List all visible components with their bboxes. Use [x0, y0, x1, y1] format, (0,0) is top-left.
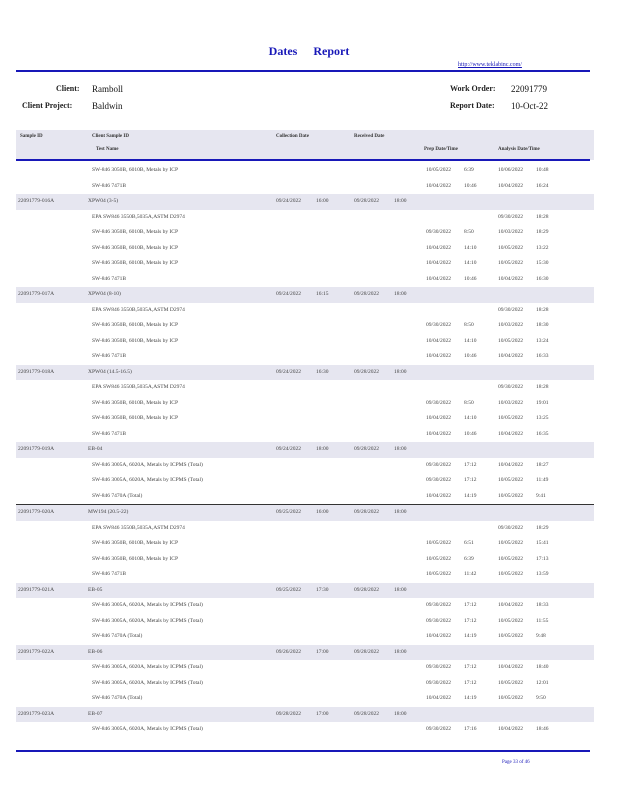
cell-an-time: 18:28 [536, 306, 549, 313]
test-row [16, 629, 594, 645]
cell-an-date: 10/05/2022 [498, 633, 524, 639]
cell-an-date: 10/03/2022 [498, 229, 524, 235]
cell-prep-date: 09/30/2022 [426, 602, 452, 608]
cell-recv-date: 09/28/2022 [354, 291, 380, 297]
cell-client-id: XPW04 (14.5-16.5) [88, 368, 132, 375]
cell-id: 22091779-021A [18, 586, 55, 593]
cell-prep-time: 10:46 [464, 182, 477, 189]
cell-prep-time: 17:12 [464, 461, 477, 468]
cell-name: SW-846 3050B, 6010B, Metals by ICP [92, 167, 179, 173]
cell-an-date: 10/04/2022 [498, 275, 524, 282]
test-row [16, 676, 594, 692]
cell-prep-date: 10/05/2022 [426, 540, 452, 546]
cell-an-date: 10/05/2022 [498, 337, 524, 344]
cell-recv-time: 18:00 [394, 368, 407, 375]
cell-id: 22091779-017A [18, 291, 55, 297]
test-row [16, 660, 594, 676]
col-test-name: Test Name [96, 147, 119, 152]
cell-name: SW-846 3005A, 6020A, Metals by ICPMS (Total) [92, 477, 203, 483]
cell-an-date: 10/06/2022 [498, 167, 524, 173]
cell-an-time: 13:24 [536, 337, 549, 344]
sample-row [16, 707, 594, 723]
cell-coll-time: 16:00 [316, 509, 329, 515]
test-row [16, 722, 594, 738]
cell-an-date: 10/03/2022 [498, 322, 524, 328]
cell-coll-time: 18:00 [316, 446, 329, 452]
cell-prep-date: 10/05/2022 [426, 571, 452, 577]
cell-an-time: 9:48 [536, 633, 546, 639]
header-divider [16, 159, 590, 161]
top-divider [16, 70, 590, 72]
cell-an-time: 16:30 [536, 275, 549, 282]
cell-prep-time: 14:10 [464, 337, 477, 344]
cell-prep-time: 17:12 [464, 679, 477, 686]
cell-an-date: 10/05/2022 [498, 244, 524, 251]
cell-prep-date: 10/04/2022 [426, 244, 452, 251]
cell-id: 22091779-016A [18, 198, 55, 204]
cell-prep-date: 09/30/2022 [426, 399, 452, 406]
results-table [16, 163, 594, 738]
cell-name: SW-846 3050B, 6010B, Metals by ICP [92, 540, 179, 546]
cell-prep-date: 09/30/2022 [426, 679, 452, 686]
cell-coll-date: 09/26/2022 [276, 648, 302, 655]
cell-an-time: 17:13 [536, 555, 549, 562]
cell-name: EPA SW846 3550B,5035A,ASTM D2974 [92, 213, 185, 220]
test-row [16, 241, 594, 257]
cell-prep-date: 09/30/2022 [426, 461, 452, 468]
cell-an-time: 18:28 [536, 213, 549, 220]
cell-an-date: 10/04/2022 [498, 353, 524, 359]
cell-recv-time: 18:00 [394, 586, 407, 593]
col-sample-id: Sample ID [20, 134, 43, 139]
cell-prep-date: 10/04/2022 [426, 275, 452, 282]
report-date-label: Report Date: [450, 101, 495, 110]
cell-recv-time: 18:00 [394, 648, 407, 655]
cell-recv-time: 18:00 [394, 509, 407, 515]
cell-name: SW-846 3050B, 6010B, Metals by ICP [92, 260, 179, 266]
cell-an-time: 18:28 [536, 384, 549, 390]
test-row [16, 163, 594, 179]
cell-an-date: 10/05/2022 [498, 415, 524, 421]
cell-coll-date: 09/24/2022 [276, 291, 302, 297]
cell-client-id: XPW04 (3-5) [88, 198, 119, 204]
cell-prep-time: 10:46 [464, 430, 477, 437]
cell-coll-date: 09/25/2022 [276, 509, 302, 515]
test-row [16, 567, 594, 583]
cell-an-time: 19:01 [536, 399, 549, 406]
cell-an-date: 10/05/2022 [498, 477, 524, 483]
cell-recv-time: 18:00 [394, 710, 407, 717]
cell-prep-time: 17:12 [464, 664, 477, 670]
cell-recv-time: 18:00 [394, 291, 407, 297]
cell-recv-date: 09/28/2022 [354, 509, 380, 515]
cell-name: SW-846 7470A (Total) [92, 633, 143, 639]
cell-recv-date: 09/28/2022 [354, 198, 380, 204]
test-row [16, 318, 594, 334]
lab-website-link[interactable]: http://www.teklabinc.com/ [458, 62, 522, 68]
cell-prep-date: 10/04/2022 [426, 353, 452, 359]
cell-coll-time: 17:00 [316, 648, 329, 655]
test-row [16, 272, 594, 288]
cell-recv-date: 09/28/2022 [354, 368, 380, 375]
cell-an-date: 10/05/2022 [498, 492, 524, 499]
cell-client-id: MW194 (20.5-22) [88, 509, 129, 515]
test-row [16, 458, 594, 474]
cell-recv-time: 18:00 [394, 198, 407, 204]
test-row [16, 349, 594, 365]
cell-an-date: 10/05/2022 [498, 695, 524, 701]
cell-an-time: 18:46 [536, 726, 549, 732]
sample-row [16, 442, 594, 458]
cell-coll-date: 09/24/2022 [276, 368, 302, 375]
cell-client-id: EB-04 [88, 446, 103, 452]
cell-an-time: 9:50 [536, 695, 546, 701]
test-row [16, 614, 594, 630]
cell-prep-date: 09/30/2022 [426, 664, 452, 670]
test-row [16, 179, 594, 195]
cell-an-time: 11:49 [536, 477, 549, 483]
cell-name: SW-846 3005A, 6020A, Metals by ICPMS (Total) [92, 726, 203, 732]
cell-prep-time: 8:50 [464, 229, 474, 235]
test-row [16, 256, 594, 272]
cell-an-date: 10/04/2022 [498, 602, 524, 608]
cell-an-time: 16:33 [536, 353, 549, 359]
cell-an-date: 10/05/2022 [498, 679, 524, 686]
test-row [16, 552, 594, 568]
cell-prep-time: 6:51 [464, 540, 474, 546]
cell-prep-time: 8:50 [464, 322, 474, 328]
test-row [16, 411, 594, 427]
cell-client-id: XPW04 (8-10) [88, 291, 121, 297]
cell-an-date: 09/30/2022 [498, 306, 524, 313]
cell-client-id: EB-07 [88, 710, 103, 717]
project-label: Client Project: [22, 101, 73, 110]
cell-an-time: 12:01 [536, 679, 549, 686]
cell-prep-date: 10/05/2022 [426, 167, 452, 173]
cell-id: 22091779-019A [18, 446, 55, 452]
cell-name: SW-846 3005A, 6020A, Metals by ICPMS (Total) [92, 679, 203, 686]
sample-row [16, 645, 594, 661]
cell-name: SW-846 3005A, 6020A, Metals by ICPMS (Total) [92, 664, 203, 670]
cell-name: SW-846 3050B, 6010B, Metals by ICP [92, 415, 179, 421]
cell-an-date: 10/03/2022 [498, 399, 524, 406]
test-row [16, 536, 594, 552]
cell-prep-time: 14:19 [464, 633, 477, 639]
report-date-value: 10-Oct-22 [511, 101, 548, 111]
cell-prep-time: 14:10 [464, 244, 477, 251]
test-row [16, 334, 594, 350]
bottom-divider [16, 750, 590, 752]
col-client-sample-id: Client Sample ID [92, 134, 129, 139]
cell-name: SW-846 7471B [92, 430, 127, 437]
test-row [16, 489, 594, 505]
cell-name: SW-846 3005A, 6020A, Metals by ICPMS (Total) [92, 461, 203, 468]
cell-prep-time: 10:46 [464, 353, 477, 359]
cell-an-time: 13:59 [536, 571, 549, 577]
cell-recv-date: 09/28/2022 [354, 648, 380, 655]
cell-an-time: 16:35 [536, 430, 549, 437]
cell-coll-time: 17:00 [316, 710, 329, 717]
sample-row [16, 365, 594, 381]
cell-prep-time: 14:10 [464, 260, 477, 266]
cell-an-time: 9:41 [536, 492, 546, 499]
cell-prep-date: 10/04/2022 [426, 260, 452, 266]
cell-prep-date: 10/04/2022 [426, 415, 452, 421]
cell-recv-time: 18:00 [394, 446, 407, 452]
cell-name: SW-846 3050B, 6010B, Metals by ICP [92, 322, 179, 328]
cell-an-time: 13:25 [536, 415, 549, 421]
cell-name: SW-846 7471B [92, 353, 127, 359]
cell-recv-date: 09/28/2022 [354, 710, 380, 717]
cell-prep-time: 6:39 [464, 167, 474, 173]
cell-prep-time: 8:50 [464, 399, 474, 406]
cell-name: SW-846 3050B, 6010B, Metals by ICP [92, 229, 179, 235]
cell-id: 22091779-020A [18, 509, 55, 515]
cell-prep-date: 10/05/2022 [426, 555, 452, 562]
cell-id: 22091779-022A [18, 648, 55, 655]
cell-an-date: 10/05/2022 [498, 571, 524, 577]
cell-an-date: 09/30/2022 [498, 524, 524, 531]
cell-prep-date: 10/04/2022 [426, 182, 452, 189]
col-prep-datetime: Prep Date/Time [424, 147, 458, 152]
cell-prep-date: 10/04/2022 [426, 695, 452, 701]
cell-prep-date: 10/04/2022 [426, 633, 452, 639]
cell-prep-time: 14:19 [464, 695, 477, 701]
cell-name: EPA SW846 3550B,5035A,ASTM D2974 [92, 524, 185, 531]
test-row [16, 521, 594, 537]
cell-prep-time: 11:42 [464, 571, 477, 577]
cell-an-time: 18:27 [536, 461, 549, 468]
col-collection-date: Collection Date [276, 134, 309, 139]
cell-id: 22091779-023A [18, 710, 55, 717]
cell-prep-date: 09/30/2022 [426, 477, 452, 483]
cell-prep-date: 10/04/2022 [426, 337, 452, 344]
work-order-value: 22091779 [511, 84, 547, 94]
cell-recv-date: 09/28/2022 [354, 586, 380, 593]
page-number: Page 33 of 46 [502, 760, 530, 765]
cell-an-time: 15:41 [536, 540, 549, 546]
cell-name: EPA SW846 3550B,5035A,ASTM D2974 [92, 306, 185, 313]
cell-prep-time: 6:39 [464, 555, 474, 562]
cell-an-date: 10/04/2022 [498, 726, 524, 732]
client-label: Client: [56, 84, 80, 93]
test-row [16, 473, 594, 489]
cell-an-time: 18:40 [536, 664, 549, 670]
report-title [0, 44, 618, 59]
cell-name: SW-846 3050B, 6010B, Metals by ICP [92, 555, 179, 562]
cell-coll-date: 09/28/2022 [276, 710, 302, 717]
cell-an-date: 10/04/2022 [498, 664, 524, 670]
cell-an-time: 18:33 [536, 602, 549, 608]
cell-an-date: 10/04/2022 [498, 182, 524, 189]
cell-prep-date: 09/30/2022 [426, 322, 452, 328]
cell-coll-time: 17:30 [316, 586, 329, 593]
cell-an-time: 13:22 [536, 244, 549, 251]
cell-name: SW-846 3005A, 6020A, Metals by ICPMS (Total) [92, 602, 203, 608]
test-row [16, 225, 594, 241]
cell-an-time: 18:29 [536, 524, 549, 531]
cell-prep-time: 17:12 [464, 602, 477, 608]
cell-an-time: 18:30 [536, 322, 549, 328]
cell-recv-date: 09/28/2022 [354, 446, 380, 452]
sample-row [16, 287, 594, 303]
test-row [16, 691, 594, 707]
cell-coll-date: 09/24/2022 [276, 446, 302, 452]
cell-prep-time: 10:46 [464, 275, 477, 282]
report-title-word: Dates [268, 44, 298, 58]
cell-client-id: EB-06 [88, 648, 103, 655]
cell-name: EPA SW846 3550B,5035A,ASTM D2974 [92, 384, 185, 390]
cell-coll-time: 16:30 [316, 368, 329, 375]
col-analysis-datetime: Analysis Date/Time [498, 147, 540, 152]
test-row [16, 598, 594, 614]
cell-name: SW-846 7470A (Total) [92, 695, 143, 701]
cell-name: SW-846 7471B [92, 275, 127, 282]
cell-an-time: 16:24 [536, 182, 549, 189]
cell-coll-time: 16:00 [316, 198, 329, 204]
cell-prep-date: 09/30/2022 [426, 229, 452, 235]
cell-id: 22091779-018A [18, 368, 55, 375]
cell-coll-date: 09/25/2022 [276, 586, 302, 593]
test-row [16, 303, 594, 319]
client-value: Ramboll [92, 84, 123, 94]
cell-an-date: 10/05/2022 [498, 260, 524, 266]
sample-row [16, 583, 594, 599]
cell-an-time: 11:55 [536, 617, 549, 624]
cell-prep-date: 10/04/2022 [426, 492, 452, 499]
cell-an-date: 09/30/2022 [498, 384, 524, 390]
cell-name: SW-846 3005A, 6020A, Metals by ICPMS (Total) [92, 617, 203, 624]
col-received-date: Received Date [354, 134, 385, 139]
cell-coll-date: 09/24/2022 [276, 198, 302, 204]
cell-prep-time: 17:12 [464, 617, 477, 624]
cell-prep-date: 10/04/2022 [426, 430, 452, 437]
cell-prep-date: 09/30/2022 [426, 617, 452, 624]
cell-name: SW-846 3050B, 6010B, Metals by ICP [92, 337, 179, 344]
cell-an-date: 10/04/2022 [498, 430, 524, 437]
cell-an-time: 18:29 [536, 229, 549, 235]
test-row [16, 427, 594, 443]
cell-an-date: 10/05/2022 [498, 540, 524, 546]
cell-an-date: 10/05/2022 [498, 555, 524, 562]
cell-an-date: 09/30/2022 [498, 213, 524, 220]
cell-name: SW-846 7470A (Total) [92, 492, 143, 499]
cell-name: SW-846 7471B [92, 182, 127, 189]
cell-prep-date: 09/30/2022 [426, 726, 452, 732]
report-title-word: Report [313, 44, 350, 58]
cell-an-time: 10:48 [536, 167, 549, 173]
column-header-band [16, 130, 594, 160]
test-row [16, 380, 594, 396]
cell-prep-time: 17:16 [464, 726, 477, 732]
cell-prep-time: 14:10 [464, 415, 477, 421]
sample-row [16, 194, 594, 210]
work-order-label: Work Order: [450, 84, 496, 93]
cell-name: SW-846 3050B, 6010B, Metals by ICP [92, 244, 179, 251]
cell-name: SW-846 7471B [92, 571, 127, 577]
cell-prep-time: 17:12 [464, 477, 477, 483]
test-row [16, 396, 594, 412]
project-value: Baldwin [92, 101, 123, 111]
cell-coll-time: 16:15 [316, 291, 329, 297]
cell-prep-time: 14:19 [464, 492, 477, 499]
cell-name: SW-846 3050B, 6010B, Metals by ICP [92, 399, 179, 406]
cell-an-time: 15:30 [536, 260, 549, 266]
sample-row [16, 504, 594, 521]
cell-an-date: 10/04/2022 [498, 461, 524, 468]
cell-client-id: EB-05 [88, 586, 103, 593]
cell-an-date: 10/05/2022 [498, 617, 524, 624]
test-row [16, 210, 594, 226]
